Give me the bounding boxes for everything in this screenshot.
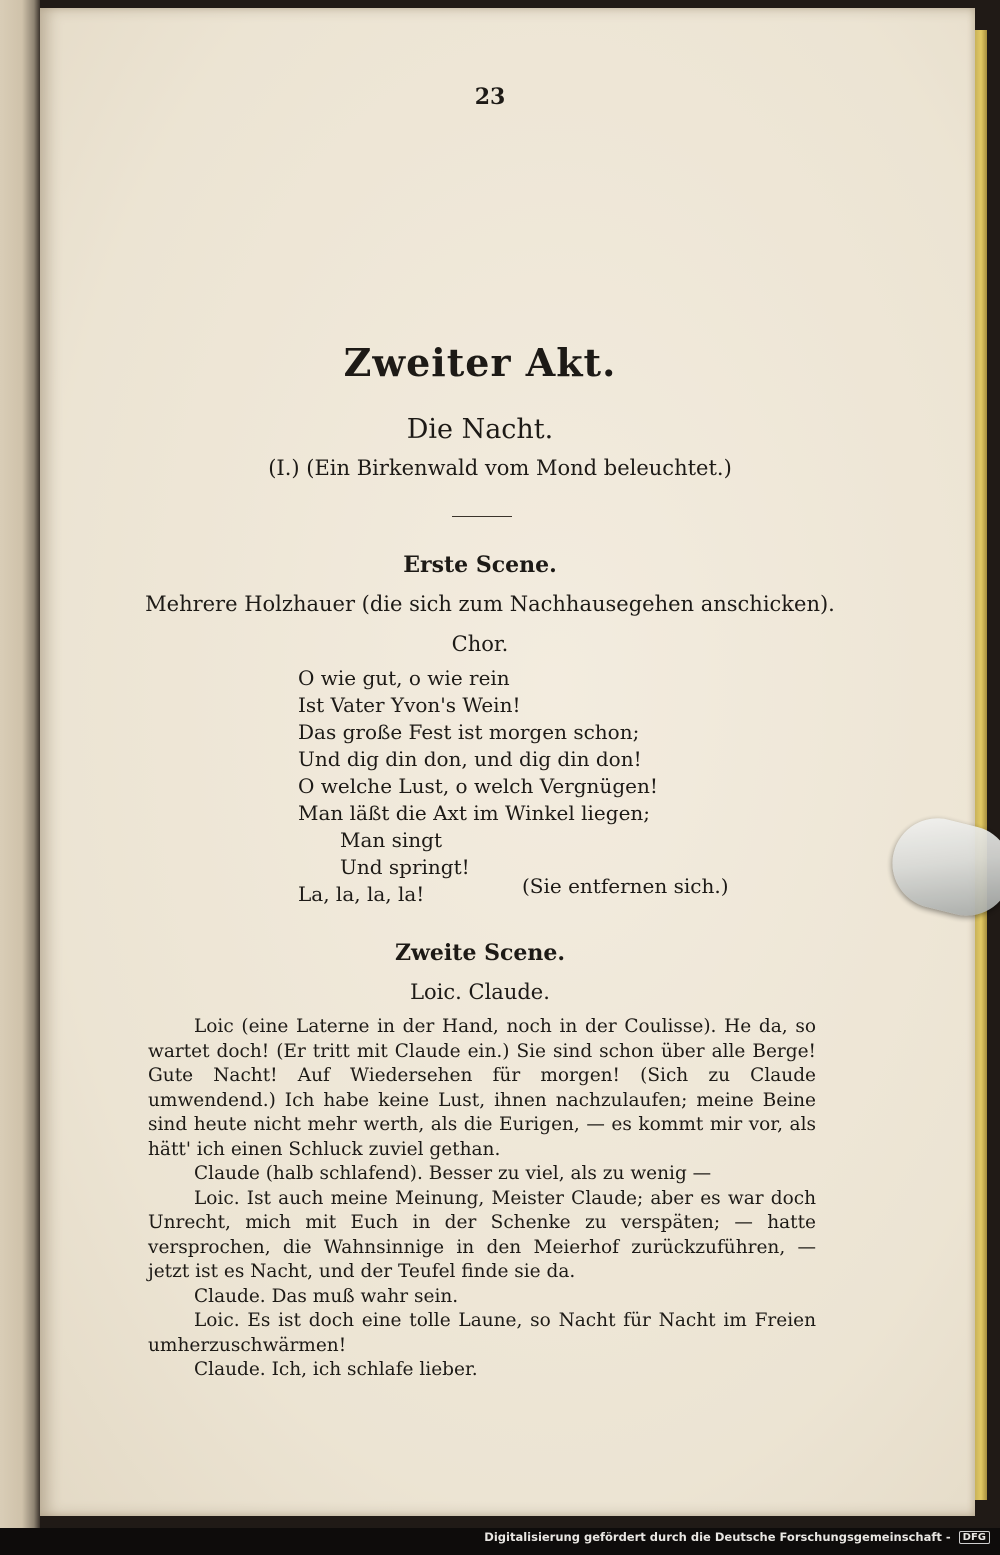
scene-1-title: Erste Scene. — [403, 552, 557, 578]
dialogue-paragraph: Loic. Ist auch meine Meinung, Meister Claude; aber es war doch Unrecht, mich mit Euch in der Schenke zu verspäten; — hatte versprochen, die Wahnsinnige in den Meierhof zurückzuführen, — jetzt ist es Nacht, und der Teufel finde sie da. — [148, 1187, 816, 1282]
digitization-footer — [0, 1530, 990, 1552]
dialogue-paragraph: Claude. Das muß wahr sein. — [194, 1285, 459, 1307]
verse-line: O wie gut, o wie rein — [298, 666, 510, 690]
page-gilt-edge — [975, 30, 987, 1500]
scene-2-dialogue — [148, 1015, 816, 1383]
dfg-logo: DFG — [959, 1531, 990, 1544]
verse-line: Man singt — [340, 828, 443, 852]
chorus-label: Chor. — [451, 632, 509, 656]
stage-direction-exit: (Sie entfernen sich.) — [522, 874, 729, 898]
verse-line: Und dig din don, und dig din don! — [298, 747, 642, 771]
verse-line: La, la, la, la! — [298, 882, 425, 906]
previous-page-edge — [0, 0, 40, 1528]
dialogue-paragraph: Claude (halb schlafend). Besser zu viel, als zu wenig — — [194, 1163, 712, 1184]
section-rule — [452, 516, 512, 517]
scene-2-title: Zweite Scene. — [394, 940, 566, 966]
verse-line: Man läßt die Axt im Winkel liegen; — [298, 801, 651, 825]
dialogue-paragraph: Loic (eine Laterne in der Hand, noch in der Coulisse). He da, so wartet doch! (Er tritt mit Claude ein.) Sie sind schon über alle Berge! Gute Nacht! Auf Wiedersehen für morgen! (Sich zu Claude umwendend.) Ich habe keine Lust, ihnen nachzulaufen; meine Beine sind heute nicht mehr werth, als die Eurigen, — es kommt mir vor, als hätt' ich einen Schluck zuviel gethan. — [148, 1016, 816, 1160]
page-number: 23 — [474, 84, 506, 110]
act-subtitle: Die Nacht. — [406, 414, 554, 445]
scene-2-cast: Loic. Claude. — [410, 980, 550, 1004]
scene-1-cast: Mehrere Holzhauer (die sich zum Nachhausegehen anschicken). — [145, 592, 835, 616]
verse-line: Das große Fest ist morgen schon; — [298, 720, 640, 744]
dialogue-paragraph: Loic. Es ist doch eine tolle Laune, so Nacht für Nacht im Freien umherzuschwärmen! — [148, 1310, 816, 1356]
dialogue-paragraph: Claude. Ich, ich schlafe lieber. — [194, 1359, 478, 1380]
chorus-verse — [298, 665, 658, 908]
stage-setting: (I.) (Ein Birkenwald vom Mond beleuchtet.) — [268, 456, 732, 480]
verse-line: O welche Lust, o welch Vergnügen! — [298, 774, 658, 798]
verse-line: Und springt! — [340, 855, 470, 879]
verse-line: Ist Vater Yvon's Wein! — [298, 693, 521, 717]
act-title: Zweiter Akt. — [343, 340, 617, 385]
footer-credit: Digitalisierung gefördert durch die Deutsche Forschungsgemeinschaft - — [484, 1530, 951, 1544]
